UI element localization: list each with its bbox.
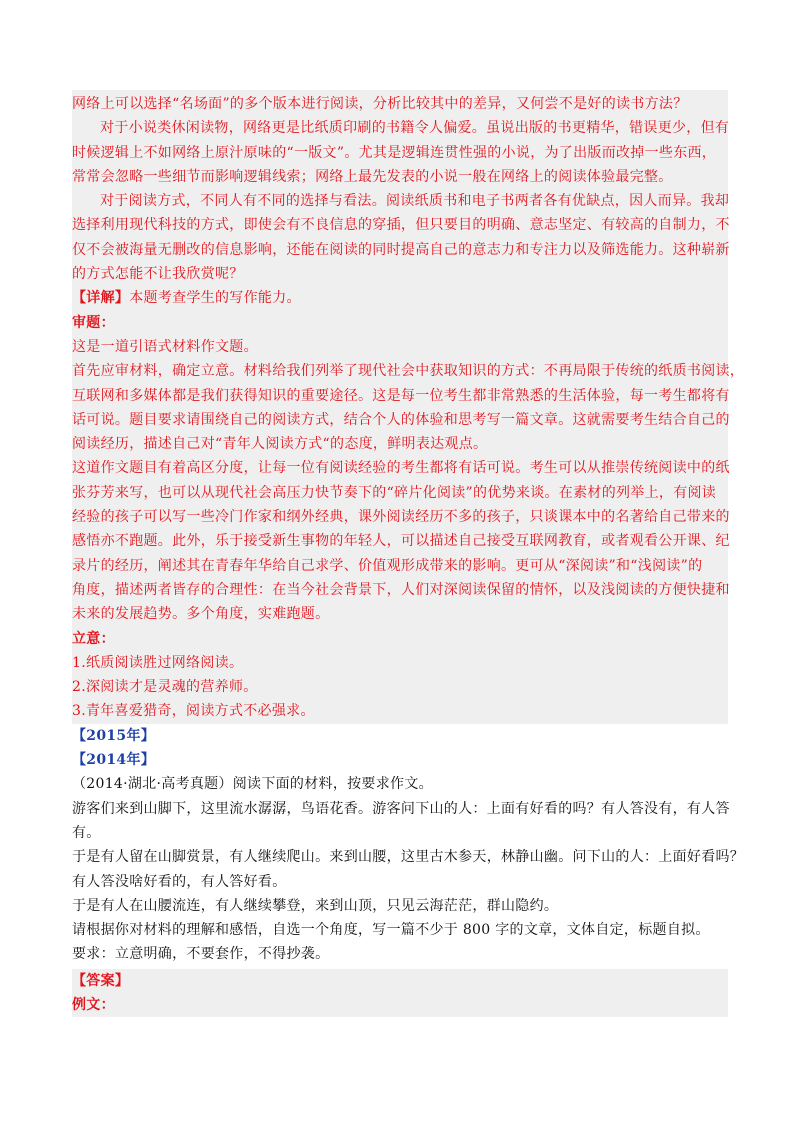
passage-line: 常常会忽略一些细节而影响逻辑线索；网络上最先发表的小说一般在网络上的阅读体验最完整。 [72, 168, 673, 185]
question-source: （2014·湖北·高考真题）阅读下面的材料，按要求作文。 [72, 776, 433, 793]
detail-text: 本题考查学生的写作能力。 [129, 290, 301, 307]
question-line: 有人答没啥好看的，有人答好看。 [72, 873, 287, 890]
passage-line: 仅不会被海量无删改的信息影响，还能在阅读的同时提高自己的意志力和专注力以及筛选能力。这种崭新 [72, 241, 730, 258]
passage-line: 选择利用现代科技的方式，即使会有不良信息的穿插，但只要目的明确、意志坚定、有较高的自制力，不 [72, 217, 730, 234]
year-heading-2014: 【2014年】 [72, 752, 156, 769]
shenti-line: 互联网和多媒体都是我们获得知识的重要途径。这是每一位考生都非常熟悉的生活体验，每一考生都将有 [72, 387, 730, 404]
shenti-line: 未来的发展趋势。多个角度，实难跑题。 [72, 606, 330, 623]
shenti-line: 首先应审材料，确定立意。材料给我们列举了现代社会中获取知识的方式：不再局限于传统的纸质书阅读， [72, 363, 745, 380]
shenti-line: 这道作文题目有着高区分度，让每一位有阅读经验的考生都将有话可说。考生可以从推崇传统阅读中的纸 [72, 460, 730, 477]
shenti-line: 经验的孩子可以写一些冷门作家和纲外经典，课外阅读经历不多的孩子，只谈课本中的名著给自己带来的 [72, 509, 730, 526]
example-label: 例文： [72, 996, 115, 1013]
shenti-heading: 审题： [72, 314, 115, 331]
answer-bracket: 【答案】 [72, 972, 130, 989]
shenti-line: 这是一道引语式材料作文题。 [72, 338, 258, 355]
answer-shaded-block [72, 90, 745, 724]
shenti-line: 张芬芳来写，也可以从现代社会高压力快节奏下的“碎片化阅读”的优势来谈。在素材的列举上，有阅读 [72, 484, 717, 501]
passage-line: 时候逻辑上不如网络上原汁原味的“一版文”。尤其是逻辑连贯性强的小说，为了出版而改掉一些东西， [72, 144, 717, 161]
liyi-item: 3.青年喜爱猎奇，阅读方式不必强求。 [72, 703, 315, 720]
liyi-heading: 立意： [72, 630, 115, 647]
shenti-line: 感悟亦不跑题。此外，乐于接受新生事物的年轻人，可以描述自己接受互联网教育，或者观看公开课、纪 [72, 533, 730, 550]
shenti-line: 话可说。题目要求请围绕自己的阅读方式，结合个人的体验和思考写一篇文章。这就需要考生结合自己的 [72, 411, 730, 428]
content-column [72, 90, 745, 1017]
shenti-line: 阅读经历，描述自己对“青年人阅读方式“的态度，鲜明表达观点。 [72, 436, 488, 453]
detail-line [72, 286, 728, 310]
passage-line: 网络上可以选择“名场面”的多个版本进行阅读，分析比较其中的差异，又何尝不是好的读书方法？ [72, 96, 688, 112]
question-line: 请根据你对材料的理解和感悟，自选一个角度，写一篇不少于 800 字的文章，文体自定，标题自拟。 [72, 922, 710, 939]
answer-shaded-block-2 [72, 969, 728, 1018]
shenti-line: 角度，描述两者皆存的合理性：在当今社会背景下，人们对深阅读保留的情怀，以及浅阅读的方便快捷和 [72, 581, 730, 598]
liyi-item: 1.纸质阅读胜过网络阅读。 [72, 654, 244, 671]
passage-line: 的方式怎能不让我欣赏呢？ [72, 266, 244, 283]
passage-line: 对于阅读方式，不同人有不同的选择与看法。阅读纸质书和电子书两者各有优缺点，因人而异。我却 [100, 193, 730, 210]
question-line: 要求：立意明确，不要套作，不得抄袭。 [72, 946, 330, 963]
detail-bracket: 【详解】 [72, 290, 130, 307]
question-line: 游客们来到山脚下，这里流水潺潺，鸟语花香。游客问下山的人：上面有好看的吗？有人答没有，有人答 [72, 800, 730, 817]
passage-line: 对于小说类休闲读物，网络更是比纸质印刷的书籍令人偏爱。虽说出版的书更精华，错误更少，但有 [100, 120, 730, 137]
question-line: 于是有人留在山脚赏景，有人继续爬山。来到山腰，这里古木参天，林静山幽。问下山的人：上面好看吗？ [72, 849, 745, 866]
question-line: 于是有人在山腰流连，有人继续攀登，来到山顶，只见云海茫茫，群山隐约。 [72, 897, 559, 914]
liyi-item: 2.深阅读才是灵魂的营养师。 [72, 679, 258, 696]
shenti-line: 录片的经历，阐述其在青春年华给自己求学、价值观形成带来的影响。更可从“深阅读”和“浅阅读”的 [72, 557, 703, 574]
question-line: 有。 [72, 824, 101, 841]
year-heading-2015: 【2015年】 [72, 727, 156, 744]
